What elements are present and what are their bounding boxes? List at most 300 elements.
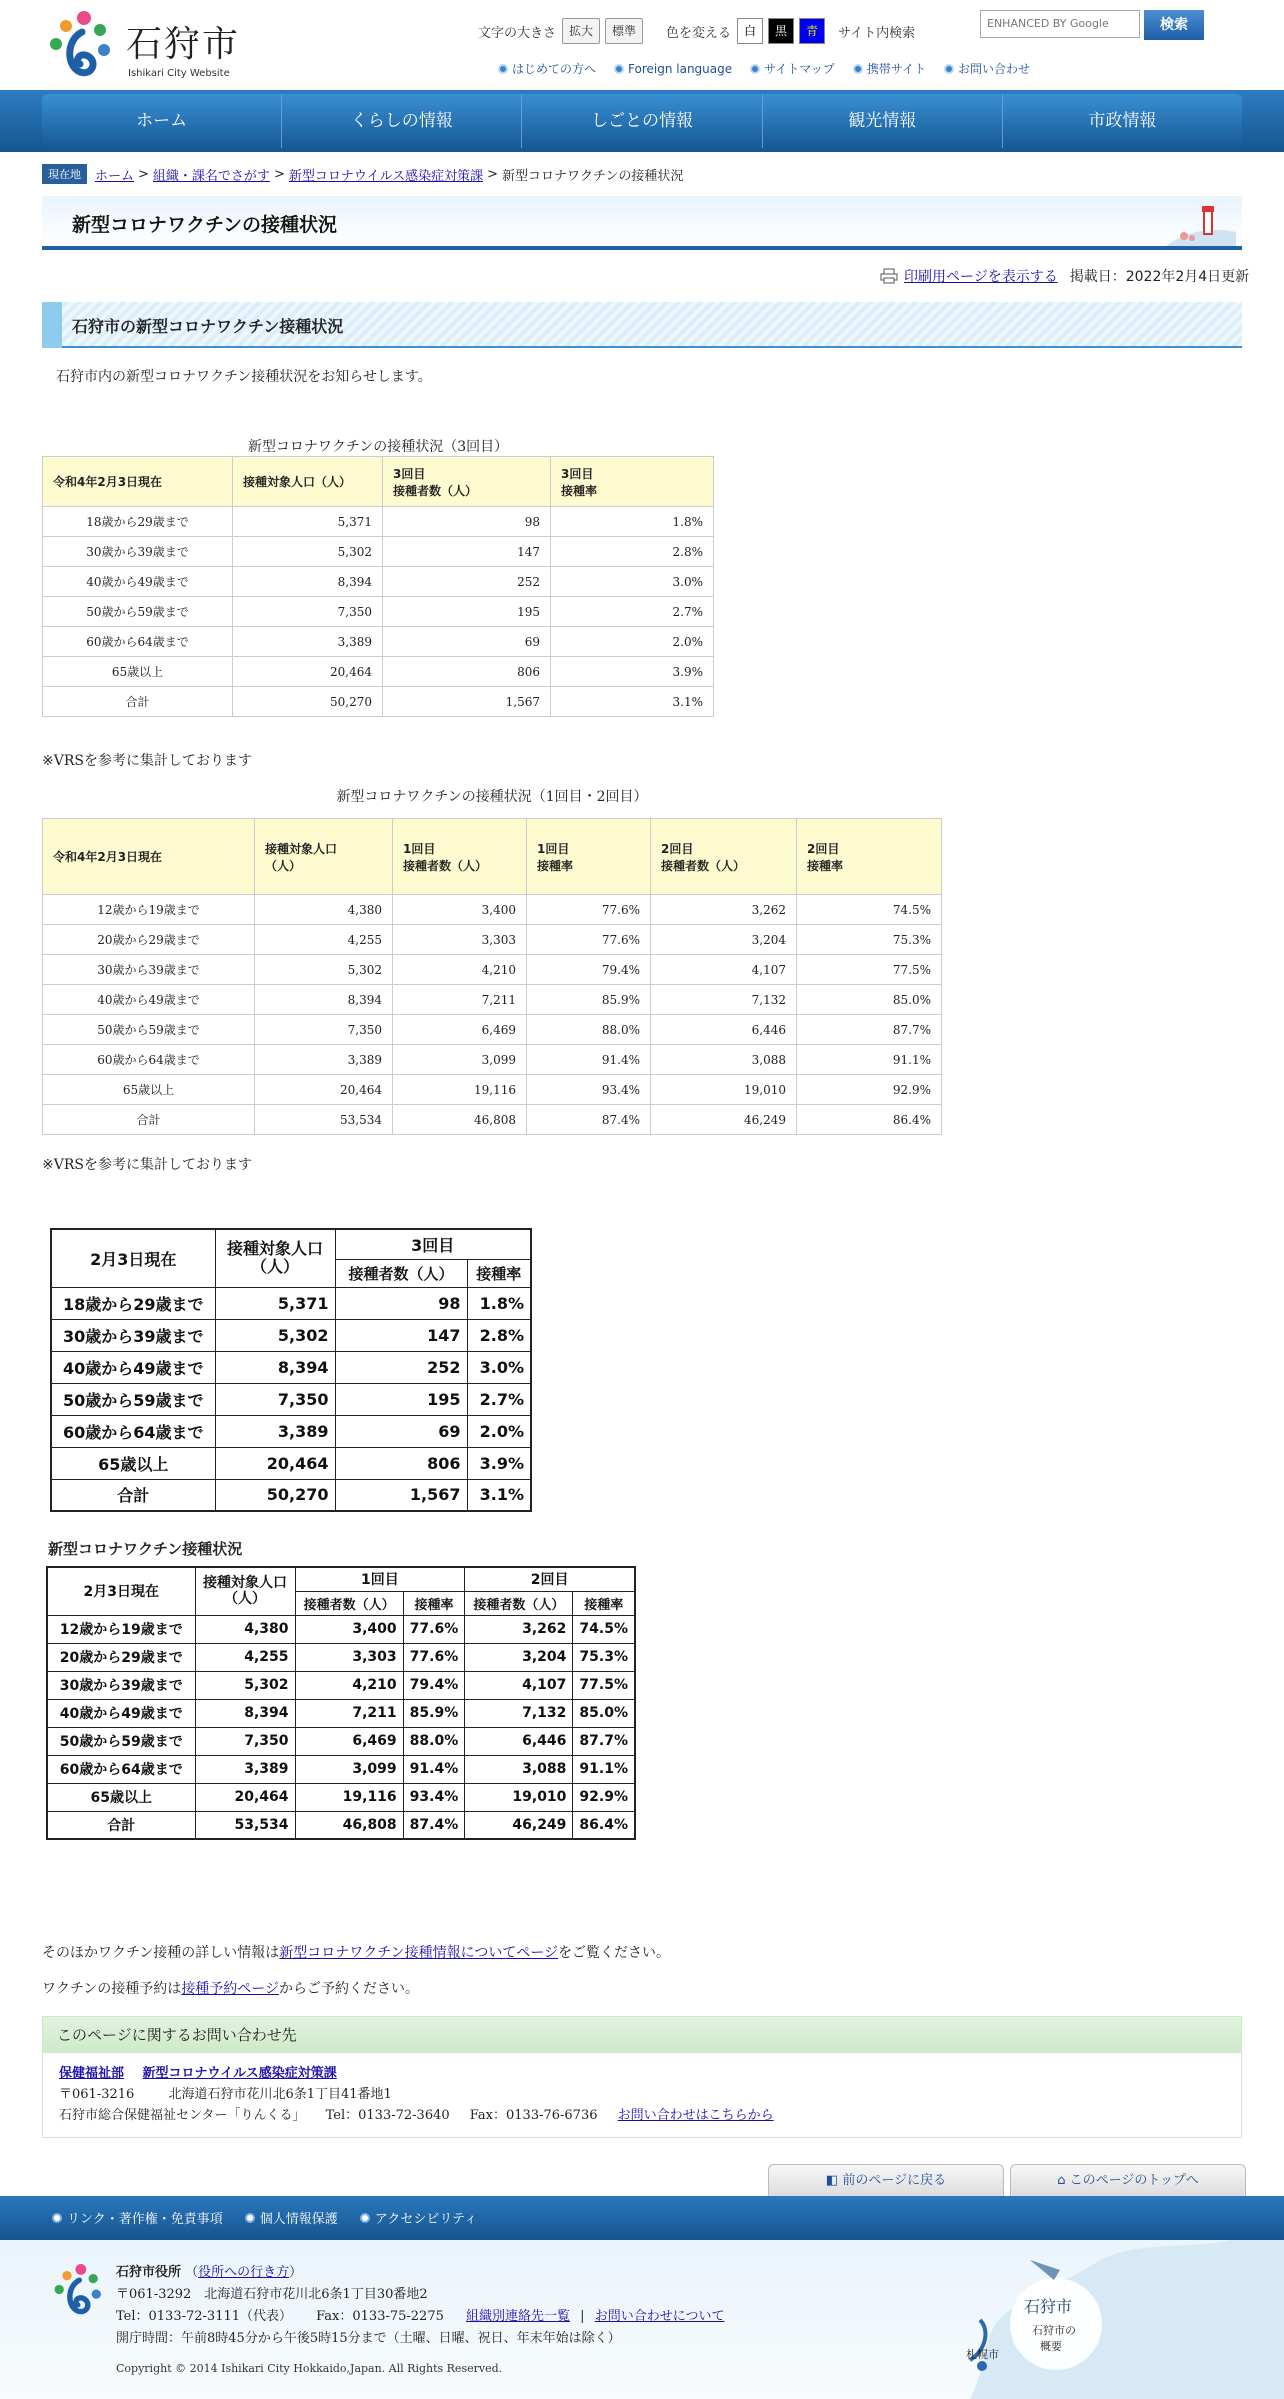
table-cell: 75.3% xyxy=(797,925,942,955)
table-cell: 5,302 xyxy=(195,1671,295,1699)
table-cell: 30歳から39歳まで xyxy=(47,1671,195,1699)
table-cell: 6,446 xyxy=(465,1727,573,1755)
table-cell: 60歳から64歳まで xyxy=(43,1045,255,1075)
table-cell: 92.9% xyxy=(573,1783,635,1811)
col-population: 接種対象人口（人） xyxy=(233,457,383,507)
table-cell: 3,400 xyxy=(295,1615,403,1643)
page-title: 新型コロナワクチンの接種状況 xyxy=(72,214,338,236)
col-population: 接種対象人口 （人） xyxy=(255,819,393,895)
table-row xyxy=(43,1045,942,1075)
footer-links xyxy=(52,2208,499,2227)
nav-business[interactable]: しごとの情報 xyxy=(522,94,762,148)
table-cell: 98 xyxy=(383,507,551,537)
table-cell: 3,262 xyxy=(465,1615,573,1643)
footer-link-privacy[interactable]: 個人情報保護 xyxy=(245,2208,338,2227)
table12-caption: 新型コロナワクチンの接種状況（1回目・2回目） xyxy=(336,789,648,805)
table-cell: 3,088 xyxy=(651,1045,797,1075)
page-top-tab[interactable]: ⌂ このページのトップへ xyxy=(1010,2164,1246,2196)
table-cell: 2.8% xyxy=(551,537,714,567)
img12-h-pop: 接種対象人口 （人） xyxy=(195,1567,295,1615)
table-cell: 46,808 xyxy=(393,1105,527,1135)
table-cell: 5,371 xyxy=(233,507,383,537)
table3-caption: 新型コロナワクチンの接種状況（3回目） xyxy=(247,439,509,455)
table-cell: 50歳から59歳まで xyxy=(47,1727,195,1755)
table-cell: 4,380 xyxy=(255,895,393,925)
bullet-icon xyxy=(750,64,760,74)
table-cell: 7,350 xyxy=(195,1727,295,1755)
hokkaido-map-illustration xyxy=(950,2240,1284,2399)
table-cell: 3.1% xyxy=(467,1479,531,1511)
dose3-table xyxy=(42,456,714,717)
table-row xyxy=(47,1755,635,1783)
table-cell: 19,010 xyxy=(465,1783,573,1811)
breadcrumb-dept[interactable]: 新型コロナウイルス感染症対策課 xyxy=(288,168,484,184)
table-cell: 7,350 xyxy=(233,597,383,627)
footer-fax: Fax：0133-75-2275 xyxy=(316,2309,444,2324)
table-cell: 195 xyxy=(383,597,551,627)
table-row xyxy=(43,657,714,687)
table-row xyxy=(43,537,714,567)
table-row xyxy=(47,1671,635,1699)
bullet-icon xyxy=(52,2213,62,2223)
table-cell: 50歳から59歳まで xyxy=(43,1015,255,1045)
table-cell: 85.9% xyxy=(403,1699,465,1727)
reservation-text: ワクチンの接種予約は接種予約ページからご予約ください。 xyxy=(42,1981,420,1997)
sublink-contact[interactable]: お問い合わせ xyxy=(944,60,1030,77)
color-white-button[interactable]: 白 xyxy=(737,18,763,44)
table-cell: 147 xyxy=(335,1319,467,1351)
bullet-icon xyxy=(498,64,508,74)
font-enlarge-button[interactable]: 拡大 xyxy=(562,18,600,44)
table-row xyxy=(47,1699,635,1727)
page-nav-tabs xyxy=(762,2164,1246,2196)
table-cell: 46,808 xyxy=(295,1811,403,1839)
contact-tel: Tel：0133-72-3640 xyxy=(325,2108,450,2123)
breadcrumb-org[interactable]: 組織・課名でさがす xyxy=(152,168,270,184)
table-cell: 19,116 xyxy=(295,1783,403,1811)
contact-address: 北海道石狩市花川北6条1丁目41番地1 xyxy=(168,2087,392,2102)
home-icon: ⌂ xyxy=(1057,2173,1070,2188)
table-cell: 1,567 xyxy=(335,1479,467,1511)
footer-access-link[interactable]: 役所への行き方 xyxy=(198,2265,290,2280)
table-cell: 40歳から49歳まで xyxy=(43,567,233,597)
img12-h-count2: 接種者数（人） xyxy=(465,1591,573,1615)
font-size-label: 文字の大きさ xyxy=(478,25,557,41)
reservation-link[interactable]: 接種予約ページ xyxy=(181,1981,280,1997)
table-cell: 60歳から64歳まで xyxy=(47,1755,195,1783)
table-cell: 4,210 xyxy=(295,1671,403,1699)
global-nav xyxy=(42,94,1242,148)
vrs-note: ※VRSを参考に集計しております xyxy=(42,1157,252,1173)
sublink-foreign-language[interactable]: Foreign language xyxy=(614,60,732,77)
table-cell: 合計 xyxy=(51,1479,215,1511)
table-cell: 5,302 xyxy=(233,537,383,567)
table-cell: 60歳から64歳まで xyxy=(51,1415,215,1447)
img12-h-dose2: 2回目 xyxy=(465,1567,635,1591)
table-cell: 74.5% xyxy=(797,895,942,925)
site-logo[interactable] xyxy=(44,10,254,82)
table-row xyxy=(47,1783,635,1811)
img3-h-pop: 接種対象人口 （人） xyxy=(215,1229,335,1287)
table-cell: 40歳から49歳まで xyxy=(47,1699,195,1727)
table-row xyxy=(43,597,714,627)
table-row xyxy=(43,985,942,1015)
search-button[interactable]: 検索 xyxy=(1144,10,1204,40)
table-cell: 合計 xyxy=(43,687,233,717)
table-row xyxy=(43,1105,942,1135)
contact-form-link[interactable]: お問い合わせはこちらから xyxy=(617,2108,774,2123)
table-cell: 3,389 xyxy=(215,1415,335,1447)
table-cell: 93.4% xyxy=(527,1075,651,1105)
table-cell: 3,389 xyxy=(195,1755,295,1783)
contact-fax: Fax：0133-76-6736 xyxy=(469,2108,598,2123)
table-cell: 60歳から64歳まで xyxy=(43,627,233,657)
table-header-row xyxy=(43,819,942,895)
vrs-note: ※VRSを参考に集計しております xyxy=(42,753,252,769)
lighthouse-illustration-icon xyxy=(1166,202,1236,246)
footer-address: 〒061-3292 北海道石狩市花川北6条1丁目30番地2 xyxy=(116,2287,428,2302)
city-emblem-icon xyxy=(50,2262,104,2320)
table-cell: 30歳から39歳まで xyxy=(51,1319,215,1351)
table-cell: 50歳から59歳まで xyxy=(43,597,233,627)
nav-tourism[interactable]: 観光情報 xyxy=(763,94,1003,148)
img3-h-rate: 接種率 xyxy=(467,1259,531,1287)
table-cell: 30歳から39歳まで xyxy=(43,537,233,567)
breadcrumb-sep: > xyxy=(138,166,149,182)
table-cell: 2.0% xyxy=(467,1415,531,1447)
vaccine-info-link[interactable]: 新型コロナワクチン接種情報についてページ xyxy=(279,1945,559,1961)
col-dose1-rate: 1回目 接種率 xyxy=(527,819,651,895)
table-cell: 806 xyxy=(335,1447,467,1479)
table-cell: 7,211 xyxy=(295,1699,403,1727)
sublink-beginners[interactable]: はじめての方へ xyxy=(498,60,596,77)
page-title-bar xyxy=(42,196,1242,250)
table-cell: 86.4% xyxy=(797,1105,942,1135)
footer-tel: Tel：0133-72-3111（代表） xyxy=(116,2309,293,2324)
table-cell: 91.4% xyxy=(527,1045,651,1075)
footer-directory-link[interactable]: 組織別連絡先一覧 xyxy=(466,2309,571,2324)
map-overview-label-1[interactable]: 石狩市の xyxy=(1032,2324,1076,2337)
table-cell: 1.8% xyxy=(467,1287,531,1319)
table-cell: 46,249 xyxy=(465,1811,573,1839)
table-cell: 75.3% xyxy=(573,1643,635,1671)
table-cell: 3,204 xyxy=(651,925,797,955)
bullet-icon xyxy=(614,64,624,74)
table-cell: 5,302 xyxy=(215,1319,335,1351)
table-row xyxy=(47,1643,635,1671)
section-heading-bar xyxy=(42,302,1242,348)
table-cell: 4,255 xyxy=(195,1643,295,1671)
breadcrumb-current: 新型コロナワクチンの接種状況 xyxy=(501,168,684,184)
table-cell: 6,469 xyxy=(393,1015,527,1045)
table-cell: 3,088 xyxy=(465,1755,573,1783)
table-cell: 252 xyxy=(383,567,551,597)
table-row xyxy=(43,507,714,537)
img12-title: 新型コロナワクチン接種状況 xyxy=(48,1540,243,1558)
table-cell: 8,394 xyxy=(233,567,383,597)
table-cell: 4,380 xyxy=(195,1615,295,1643)
contact-postal: 〒061-3216 xyxy=(59,2087,135,2102)
table-cell: 3,099 xyxy=(393,1045,527,1075)
contact-box xyxy=(42,2016,1242,2138)
table-row xyxy=(51,1447,531,1479)
table-cell: 77.6% xyxy=(527,925,651,955)
table-row xyxy=(47,1811,635,1839)
breadcrumb xyxy=(42,164,683,184)
img12-h-count1: 接種者数（人） xyxy=(295,1591,403,1615)
table-cell: 92.9% xyxy=(797,1075,942,1105)
footer-link-copyright[interactable]: リンク・著作権・免責事項 xyxy=(52,2208,223,2227)
table-cell: 87.4% xyxy=(403,1811,465,1839)
table-cell: 65歳以上 xyxy=(47,1783,195,1811)
table-cell: 8,394 xyxy=(195,1699,295,1727)
table-cell: 3.0% xyxy=(551,567,714,597)
table-cell: 20,464 xyxy=(215,1447,335,1479)
logo-text-jp: 石狩市 xyxy=(126,24,241,65)
table-cell: 30歳から39歳まで xyxy=(43,955,255,985)
table-cell: 12歳から19歳まで xyxy=(43,895,255,925)
table-cell: 85.0% xyxy=(797,985,942,1015)
table-cell: 3.9% xyxy=(551,657,714,687)
table-cell: 806 xyxy=(383,657,551,687)
table-cell: 7,132 xyxy=(465,1699,573,1727)
img12-h-date: 2月3日現在 xyxy=(47,1567,195,1615)
table-cell: 3.1% xyxy=(551,687,714,717)
table-cell: 3,389 xyxy=(255,1045,393,1075)
table-cell: 98 xyxy=(335,1287,467,1319)
table-row xyxy=(47,1727,635,1755)
table-row xyxy=(51,1287,531,1319)
table-cell: 8,394 xyxy=(215,1351,335,1383)
search-form xyxy=(980,10,1204,40)
table-cell: 77.6% xyxy=(403,1615,465,1643)
table-cell: 3.9% xyxy=(467,1447,531,1479)
more-info-text: そのほかワクチン接種の詳しい情報は新型コロナワクチン接種情報についてページをご覧ください。 xyxy=(42,1945,671,1961)
table-cell: 3,099 xyxy=(295,1755,403,1783)
table-cell: 86.4% xyxy=(573,1811,635,1839)
table-row xyxy=(43,955,942,985)
bullet-icon xyxy=(853,64,863,74)
table-cell: 3.0% xyxy=(467,1351,531,1383)
table-cell: 5,371 xyxy=(215,1287,335,1319)
contact-dept2-link[interactable]: 新型コロナウイルス感染症対策課 xyxy=(142,2066,337,2081)
breadcrumb-here-label: 現在地 xyxy=(42,164,87,184)
table-cell: 3,204 xyxy=(465,1643,573,1671)
color-blue-button[interactable]: 青 xyxy=(799,18,825,44)
posted-date: 掲載日：2022年2月4日更新 xyxy=(1069,269,1250,285)
table-cell: 4,107 xyxy=(651,955,797,985)
table-cell: 87.4% xyxy=(527,1105,651,1135)
color-change-label: 色を変える xyxy=(666,25,732,41)
printer-icon xyxy=(880,268,898,284)
table-cell: 40歳から49歳まで xyxy=(51,1351,215,1383)
table-cell: 3,389 xyxy=(233,627,383,657)
print-page-link[interactable]: 印刷用ページを表示する xyxy=(904,269,1058,285)
table-cell: 20歳から29歳まで xyxy=(43,925,255,955)
map-overview-label-2[interactable]: 概要 xyxy=(1040,2340,1062,2353)
table-cell: 合計 xyxy=(47,1811,195,1839)
table-cell: 46,249 xyxy=(651,1105,797,1135)
table-row xyxy=(43,687,714,717)
table-header-row xyxy=(47,1567,635,1591)
map-city-label[interactable]: 石狩市 xyxy=(1024,2297,1073,2316)
table-cell: 2.8% xyxy=(467,1319,531,1351)
img12-h-rate2: 接種率 xyxy=(573,1591,635,1615)
table-cell: 18歳から29歳まで xyxy=(51,1287,215,1319)
table-cell: 4,255 xyxy=(255,925,393,955)
footer-contact-link[interactable]: お問い合わせについて xyxy=(594,2309,725,2324)
table-cell: 77.6% xyxy=(527,895,651,925)
table-cell: 65歳以上 xyxy=(43,657,233,687)
table-row xyxy=(51,1479,531,1511)
intro-text: 石狩市内の新型コロナワクチン接種状況をお知らせします。 xyxy=(56,369,432,385)
table-cell: 6,469 xyxy=(295,1727,403,1755)
table-cell: 2.7% xyxy=(467,1383,531,1415)
font-standard-button[interactable]: 標準 xyxy=(605,18,643,44)
table-cell: 18歳から29歳まで xyxy=(43,507,233,537)
breadcrumb-home[interactable]: ホーム xyxy=(95,168,135,184)
table-cell: 88.0% xyxy=(527,1015,651,1045)
table-cell: 87.7% xyxy=(797,1015,942,1045)
img3-h-dose: 3回目 xyxy=(335,1229,531,1259)
col-dose2-count: 2回目 接種者数（人） xyxy=(651,819,797,895)
table-cell: 7,132 xyxy=(651,985,797,1015)
table-cell: 7,350 xyxy=(215,1383,335,1415)
img3-h-count: 接種者数（人） xyxy=(335,1259,467,1287)
table-cell: 20,464 xyxy=(195,1783,295,1811)
contact-dept1-link[interactable]: 保健福祉部 xyxy=(59,2066,125,2081)
table-cell: 91.4% xyxy=(403,1755,465,1783)
table-cell: 77.5% xyxy=(573,1671,635,1699)
table-cell: 19,116 xyxy=(393,1075,527,1105)
table-cell: 252 xyxy=(335,1351,467,1383)
search-input[interactable]: ENHANCED BY Google xyxy=(980,10,1140,38)
dose3-image-table xyxy=(50,1228,532,1512)
img3-h-date: 2月3日現在 xyxy=(51,1229,215,1287)
table-cell: 91.1% xyxy=(573,1755,635,1783)
table-cell: 20歳から29歳まで xyxy=(47,1643,195,1671)
table-cell: 7,211 xyxy=(393,985,527,1015)
col-date: 令和4年2月3日現在 xyxy=(43,819,255,895)
table-cell: 3,303 xyxy=(295,1643,403,1671)
col-date: 令和4年2月3日現在 xyxy=(43,457,233,507)
table-row xyxy=(51,1319,531,1351)
table-cell: 50歳から59歳まで xyxy=(51,1383,215,1415)
table-cell: 50,270 xyxy=(233,687,383,717)
bullet-icon xyxy=(360,2213,370,2223)
back-page-tab[interactable]: ◧ 前のページに戻る xyxy=(768,2164,1004,2196)
table-cell: 3,400 xyxy=(393,895,527,925)
table-cell: 3,262 xyxy=(651,895,797,925)
table-header-row xyxy=(51,1229,531,1259)
table-cell: 85.9% xyxy=(527,985,651,1015)
table-row xyxy=(43,1015,942,1045)
nav-home[interactable]: ホーム xyxy=(42,94,282,148)
nav-city-admin[interactable]: 市政情報 xyxy=(1088,111,1157,131)
map-sapporo-label: 札幌市 xyxy=(966,2348,999,2361)
bullet-icon xyxy=(245,2213,255,2223)
table-cell: 2.0% xyxy=(551,627,714,657)
table-cell: 50,270 xyxy=(215,1479,335,1511)
table-cell: 147 xyxy=(383,537,551,567)
footer-hours: 開庁時間：午前8時45分から午後5時15分まで（土曜、日曜、祝日、年末年始は除く） xyxy=(116,2331,621,2346)
table-cell: 85.0% xyxy=(573,1699,635,1727)
table-cell: 65歳以上 xyxy=(51,1447,215,1479)
breadcrumb-sep: > xyxy=(487,166,498,182)
table-row xyxy=(51,1383,531,1415)
table-cell: 2.7% xyxy=(551,597,714,627)
table-row xyxy=(47,1615,635,1643)
table-cell: 53,534 xyxy=(255,1105,393,1135)
table-cell: 69 xyxy=(383,627,551,657)
table-header-row xyxy=(43,457,714,507)
img12-h-dose1: 1回目 xyxy=(295,1567,465,1591)
table-cell: 65歳以上 xyxy=(43,1075,255,1105)
section-title: 石狩市の新型コロナワクチン接種状況 xyxy=(72,317,344,336)
table-cell: 93.4% xyxy=(403,1783,465,1811)
color-black-button[interactable]: 黒 xyxy=(768,18,794,44)
table-cell: 6,446 xyxy=(651,1015,797,1045)
table-row xyxy=(51,1351,531,1383)
table-row xyxy=(43,1075,942,1105)
table-cell: 20,464 xyxy=(233,657,383,687)
accessibility-tools xyxy=(478,16,921,46)
footer-info: 石狩市役所 （役所への行き方） 〒061-3292 北海道石狩市花川北6条1丁目30番地2 Tel：0133-72-3111（代表） Fax：0133-75-2275 組織別連絡先一覧 | お問い合わせについて 開庁時間：午前8時45分から午後5時15分まで（土曜、日曜、祝日、年末年始は除く） xyxy=(116,2262,724,2350)
site-header xyxy=(0,0,1284,92)
table-row xyxy=(43,925,942,955)
breadcrumb-sep: > xyxy=(273,166,285,182)
table-cell: 87.7% xyxy=(573,1727,635,1755)
sublink-mobile[interactable]: 携帯サイト xyxy=(853,60,926,77)
table-cell: 40歳から49歳まで xyxy=(43,985,255,1015)
col-rate: 3回目 接種率 xyxy=(551,457,714,507)
table-cell: 12歳から19歳まで xyxy=(47,1615,195,1643)
sublink-sitemap[interactable]: サイトマップ xyxy=(750,60,835,77)
dose12-table xyxy=(42,818,942,1135)
table-cell: 19,010 xyxy=(651,1075,797,1105)
site-search-label: サイト内検索 xyxy=(838,25,916,41)
table-cell: 20,464 xyxy=(255,1075,393,1105)
table-cell: 91.1% xyxy=(797,1045,942,1075)
table-cell: 88.0% xyxy=(403,1727,465,1755)
table-cell: 74.5% xyxy=(573,1615,635,1643)
contact-title: このページに関するお問い合わせ先 xyxy=(43,2017,1241,2053)
table-row xyxy=(43,567,714,597)
table-cell: 53,534 xyxy=(195,1811,295,1839)
img12-h-rate1: 接種率 xyxy=(403,1591,465,1615)
table-cell: 4,107 xyxy=(465,1671,573,1699)
footer-link-accessibility[interactable]: アクセシビリティ xyxy=(360,2208,477,2227)
table-cell: 4,210 xyxy=(393,955,527,985)
table-cell: 195 xyxy=(335,1383,467,1415)
col-count: 3回目 接種者数（人） xyxy=(383,457,551,507)
logo-text-en: Ishikari City Website xyxy=(128,68,230,79)
table-row xyxy=(43,627,714,657)
col-dose1-count: 1回目 接種者数（人） xyxy=(393,819,527,895)
back-arrow-icon: ◧ xyxy=(825,2173,843,2188)
table-cell: 合計 xyxy=(43,1105,255,1135)
nav-living[interactable]: くらしの情報 xyxy=(282,94,522,148)
table-cell: 79.4% xyxy=(403,1671,465,1699)
table-cell: 1.8% xyxy=(551,507,714,537)
table-row xyxy=(43,895,942,925)
contact-center: 石狩市総合保健福祉センター「りんくる」 xyxy=(59,2108,306,2123)
bullet-icon xyxy=(944,64,954,74)
table-cell: 79.4% xyxy=(527,955,651,985)
table-row xyxy=(51,1415,531,1447)
col-dose2-rate: 2回目 接種率 xyxy=(797,819,942,895)
table-cell: 5,302 xyxy=(255,955,393,985)
